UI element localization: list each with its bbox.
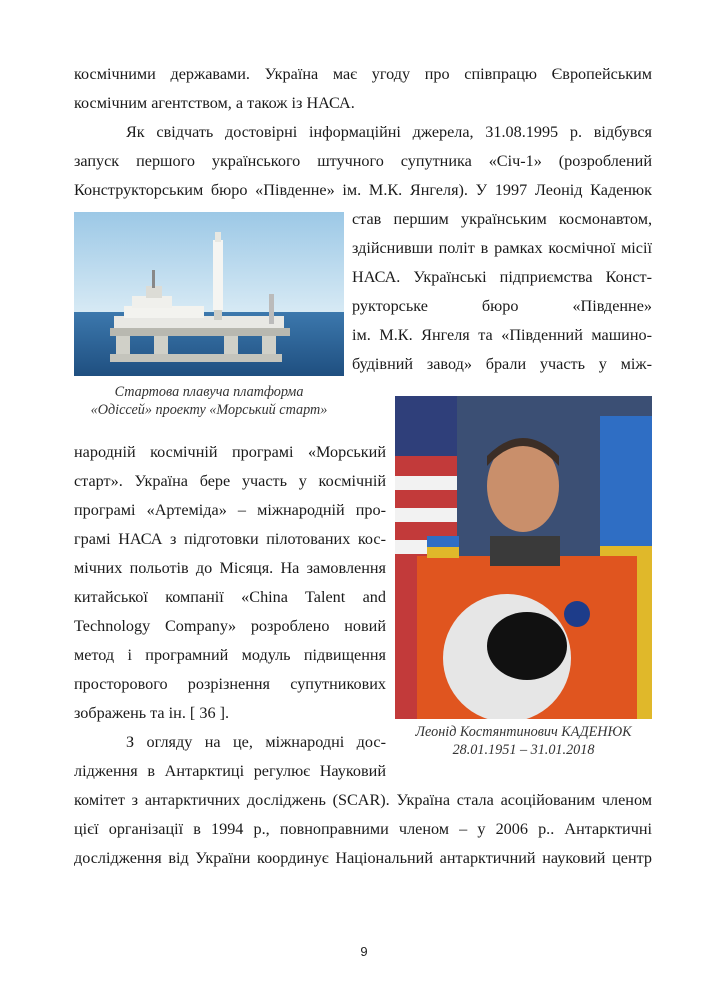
figure-caption-line: Леонід Костянтинович КАДЕНЮК [415, 724, 632, 740]
text-line: комітет з антарктичних досліджень (SCAR). Україна стала асоційованим членом [74, 791, 652, 809]
text-line: запуск першого українського штучного супутника «Січ-1» (розроблений [74, 152, 652, 170]
figure-caption-line: «Одіссей» проекту «Морський старт» [90, 402, 328, 418]
sea-launch-platform-photo [74, 212, 344, 376]
text-line: мічних польотів до Місяця. На замовлення [74, 559, 386, 577]
text-line: космічним агентством, а також із НАСА. [74, 94, 355, 112]
text-line: цієї організації в 1994 р., повноправними членом – у 2006 р.. Антарктичні [74, 820, 652, 838]
text-line: Technology Company» розроблено новий [74, 617, 386, 635]
text-line: метод і програмний модуль підвищення [74, 646, 386, 664]
text-line: програмі «Артеміда» – міжнародній про- [74, 501, 386, 519]
text-line: рукторське бюро «Південне» [352, 297, 652, 315]
text-line: просторового розрізнення супутникових [74, 675, 386, 693]
text-line: Як свідчать достовірні інформаційні джерела, 31.08.1995 р. відбувся [126, 123, 652, 141]
figure-caption-line: 28.01.1951 – 31.01.2018 [452, 742, 595, 758]
text-line: будівний завод» брали участь у між- [352, 355, 652, 373]
text-line: космічними державами. Україна має угоду про співпрацю Європейським [74, 65, 652, 83]
text-line: ім. М.К. Янгеля та «Південний машино- [352, 326, 652, 344]
figure-caption-line: Стартова плавуча платформа [114, 384, 304, 400]
text-line: Конструкторським бюро «Південне» ім. М.К. Янгеля). У 1997 Леонід Каденюк [74, 181, 652, 199]
text-line: народній космічній програмі «Морський [74, 443, 386, 461]
text-line: грамі НАСА з підготовки пілотованих кос- [74, 530, 386, 548]
astronaut-portrait-photo [395, 396, 652, 719]
text-line: став першим українським космонавтом, [352, 210, 652, 228]
text-line: зображень та ін. [ 36 ]. [74, 704, 230, 722]
text-line: старт». Україна бере участь у космічній [74, 472, 386, 490]
text-line: здійснивши політ в рамках космічної місії [352, 239, 652, 257]
text-line: лідження в Антарктиці регулює Науковий [74, 762, 386, 780]
text-line: китайської компанії «China Talent and [74, 588, 386, 606]
text-line: дослідження від України координує Національний антарктичний науковий центр [74, 849, 652, 867]
page-number: 9 [360, 944, 368, 959]
text-line: НАСА. Українські підприємства Конст- [352, 268, 652, 286]
text-line: З огляду на це, міжнародні дос- [126, 733, 386, 751]
